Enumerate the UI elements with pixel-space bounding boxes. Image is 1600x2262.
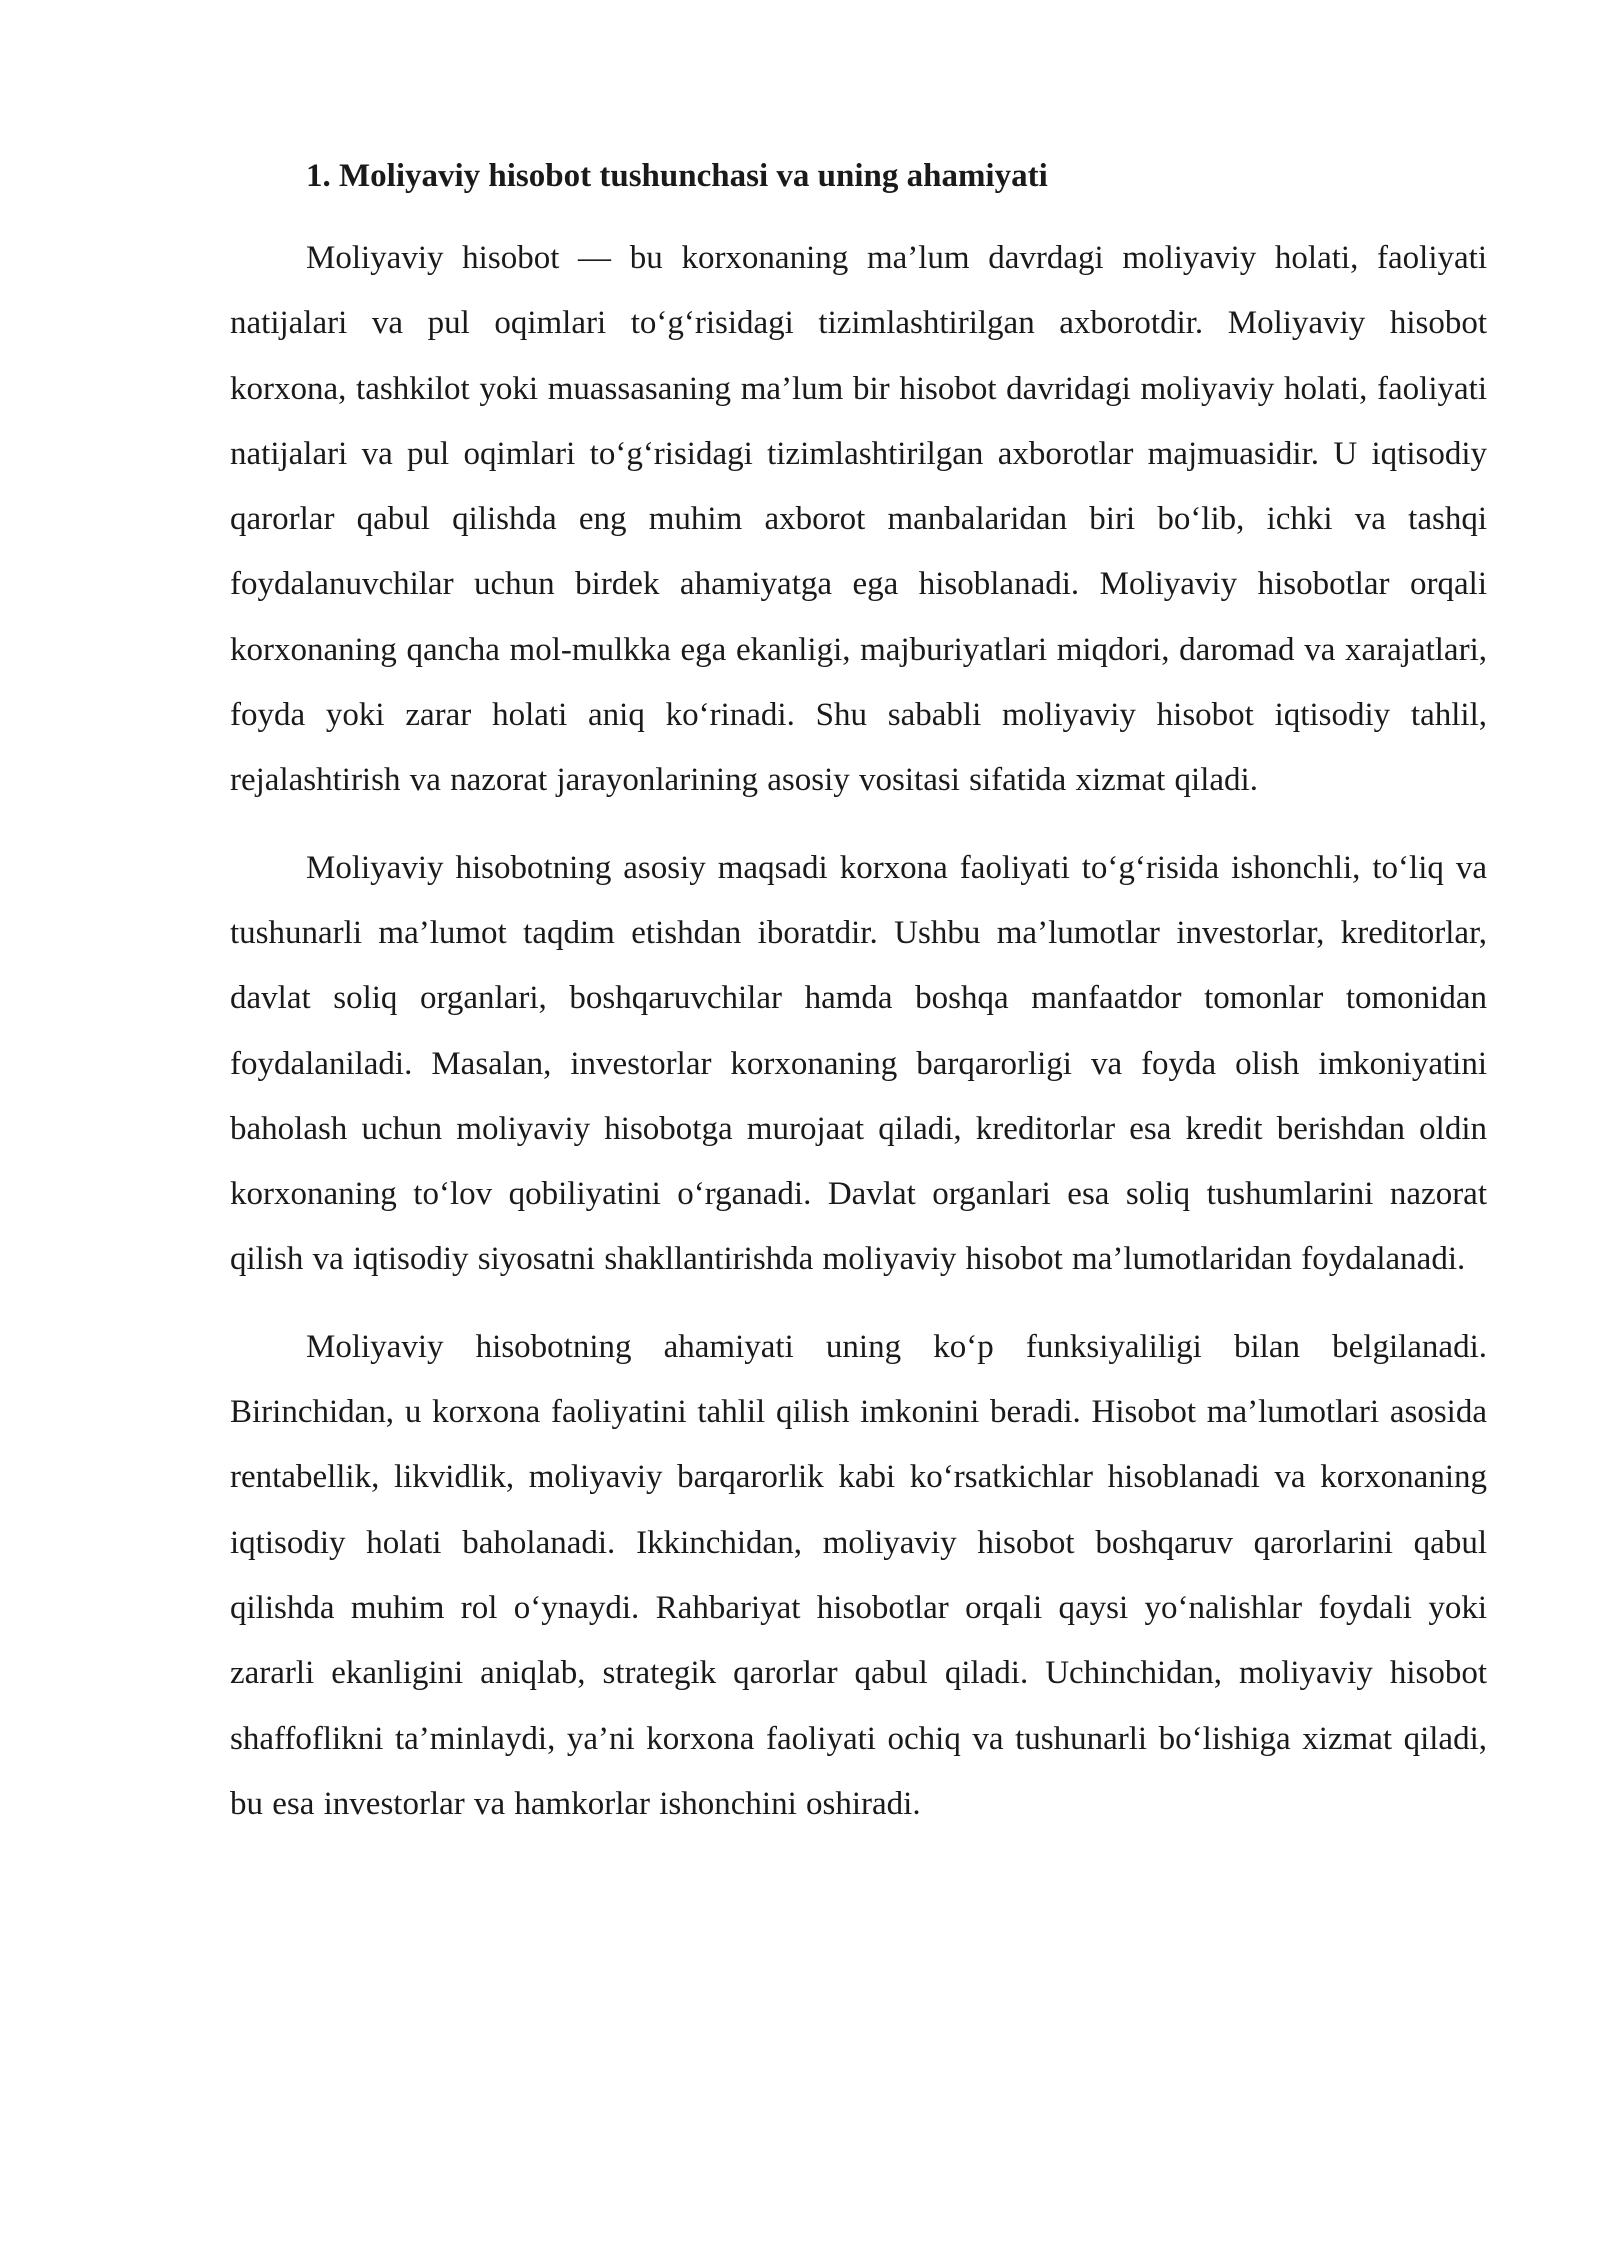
section-heading: 1. Moliyaviy hisobot tushunchasi va uning ahamiyati xyxy=(306,158,1048,194)
paragraph-definition: Moliyaviy hisobot — bu korxonaning ma’lum davrdagi moliyaviy holati, faoliyati natijalari va pul oqimlari to‘g‘risidagi tizimlashtirilgan axborotdir. Moliyaviy hisobot korxona, tashkilot yoki muassasaning ma’lum bir hisobot davridagi moliyaviy holati, faoliyati natijalari va pul oqimlari to‘g‘risidagi tizimlashtirilgan axborotlar majmuasidir. U iqtisodiy qarorlar qabul qilishda eng muhim axborot manbalaridan biri bo‘lib, ichki va tashqi foydalanuvchilar uchun birdek ahamiyatga ega hisoblanadi. Moliyaviy hisobotlar orqali korxonaning qancha mol-mulkka ega ekanligi, majburiyatlari miqdori, daromad va xarajatlari, foyda yoki zarar holati aniq ko‘rinadi. Shu sababli moliyaviy hisobot iqtisodiy tahlil, rejalashtirish va nazorat jarayonlarining asosiy vositasi sifatida xizmat qiladi. xyxy=(230,240,1487,799)
paragraph-importance: Moliyaviy hisobotning ahamiyati uning ko‘p funksiyaliligi bilan belgilanadi. Birinchidan, u korxona faoliyatini tahlil qilish imkonini beradi. Hisobot ma’lumotlari asosida rentabellik, likvidlik, moliyaviy barqarorlik kabi ko‘rsatkichlar hisoblanadi va korxonaning iqtisodiy holati baholanadi. Ikkinchidan, moliyaviy hisobot boshqaruv qarorlarini qabul qilishda muhim rol o‘ynaydi. Rahbariyat hisobotlar orqali qaysi yo‘nalishlar foydali yoki zararli ekanligini aniqlab, strategik qarorlar qabul qiladi. Uchinchidan, moliyaviy hisobot shaffoflikni ta’minlaydi, ya’ni korxona faoliyati ochiq va tushunarli bo‘lishiga xizmat qiladi, bu esa investorlar va hamkorlar ishonchini oshiradi. xyxy=(230,1328,1487,1822)
paragraph-purpose: Moliyaviy hisobotning asosiy maqsadi korxona faoliyati to‘g‘risida ishonchli, to‘liq va tushunarli ma’lumot taqdim etishdan iboratdir. Ushbu ma’lumotlar investorlar, kreditorlar, davlat soliq organlari, boshqaruvchilar hamda boshqa manfaatdor tomonlar tomonidan foydalaniladi. Masalan, investorlar korxonaning barqarorligi va foyda olish imkoniyatini baholash uchun moliyaviy hisobotga murojaat qiladi, kreditorlar esa kredit berishdan oldin korxonaning to‘lov qobiliyatini o‘rganadi. Davlat organlari esa soliq tushumlarini nazorat qilish va iqtisodiy siyosatni shakllantirishda moliyaviy hisobot ma’lumotlaridan foydalanadi. xyxy=(230,849,1487,1278)
document-page xyxy=(230,148,1487,1859)
